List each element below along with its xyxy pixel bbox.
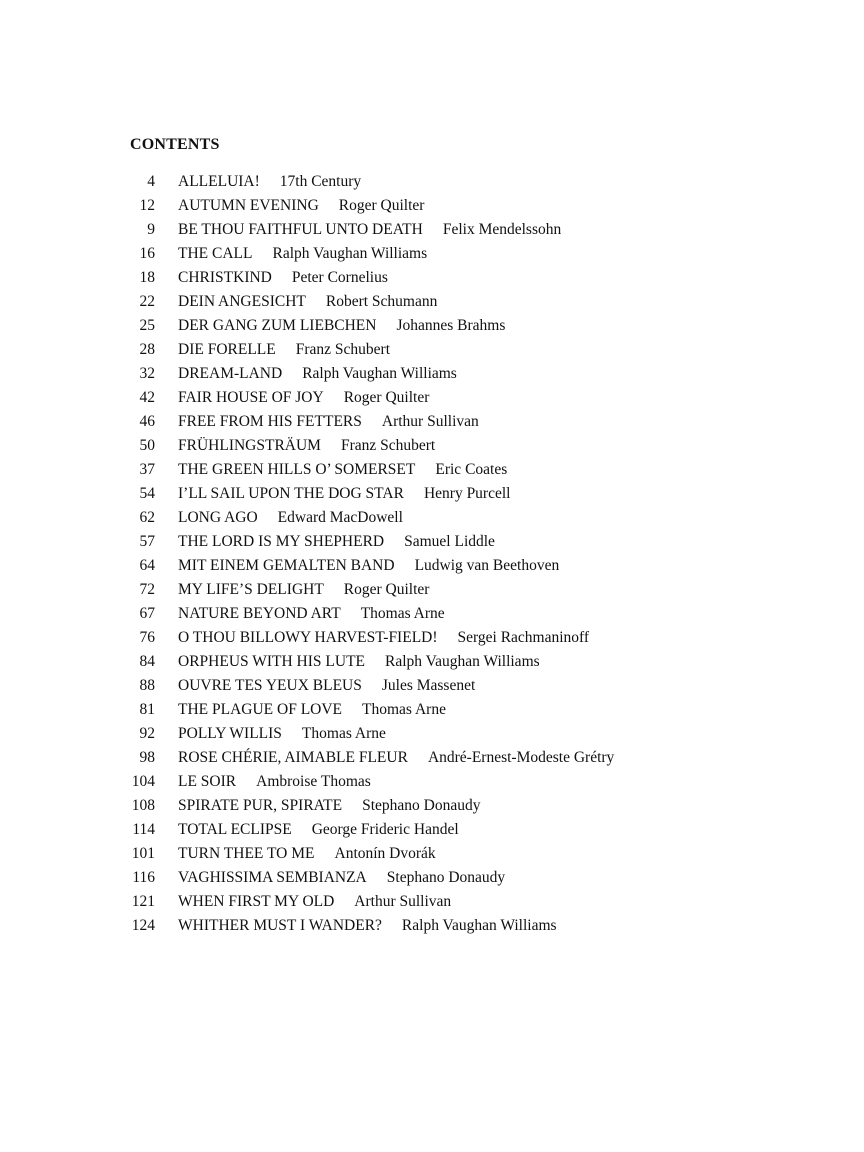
song-title: LE SOIR (178, 773, 237, 790)
song-title: MY LIFE’S DELIGHT (178, 581, 324, 598)
page-number: 22 (139, 293, 155, 310)
table-of-contents (120, 170, 820, 938)
composer-name: Roger Quilter (343, 389, 430, 406)
song-title: VAGHISSIMA SEMBIANZA (178, 869, 367, 886)
toc-entry (120, 410, 820, 434)
composer-name: Roger Quilter (343, 581, 430, 598)
song-title: THE GREEN HILLS O’ SOMERSET (178, 461, 416, 478)
song-title: MIT EINEM GEMALTEN BAND (178, 557, 395, 574)
toc-entry (120, 218, 820, 242)
composer-name: Thomas Arne (362, 701, 446, 718)
toc-entry (120, 578, 820, 602)
composer-name: Roger Quilter (338, 197, 425, 214)
composer-name: Franz Schubert (295, 341, 390, 358)
page-number: 12 (139, 197, 155, 214)
composer-name: Ambroise Thomas (256, 773, 371, 790)
page-number: 50 (139, 437, 155, 454)
page-number: 37 (139, 461, 155, 478)
toc-entry (120, 914, 820, 938)
composer-name: Thomas Arne (360, 605, 445, 622)
toc-entry (120, 338, 820, 362)
song-title: FAIR HOUSE OF JOY (178, 389, 324, 406)
song-title: TOTAL ECLIPSE (178, 821, 292, 838)
toc-entry (120, 194, 820, 218)
composer-name: Franz Schubert (340, 437, 436, 454)
song-title: WHITHER MUST I WANDER? (178, 917, 382, 934)
toc-entry (120, 242, 820, 266)
toc-entry (120, 674, 820, 698)
song-title: NATURE BEYOND ART (178, 605, 341, 622)
page-number: 121 (131, 893, 155, 910)
composer-name: Jules Massenet (381, 677, 476, 694)
song-title: WHEN FIRST MY OLD (178, 893, 335, 910)
page-number: 57 (139, 533, 155, 550)
composer-name: Eric Coates (435, 461, 508, 478)
composer-name: Arthur Sullivan (354, 893, 452, 910)
page-number: 67 (139, 605, 155, 622)
composer-name: Thomas Arne (301, 725, 386, 742)
toc-entry (120, 794, 820, 818)
toc-entry (120, 650, 820, 674)
composer-name: Sergei Rachmaninoff (457, 629, 590, 646)
composer-name: Ralph Vaughan Williams (272, 245, 428, 262)
toc-entry (120, 866, 820, 890)
composer-name: Stephano Donaudy (386, 869, 506, 886)
toc-entry (120, 314, 820, 338)
toc-entry (120, 626, 820, 650)
toc-entry (120, 554, 820, 578)
toc-entry (120, 434, 820, 458)
page-number: 81 (139, 701, 155, 718)
song-title: DEIN ANGESICHT (178, 293, 306, 310)
toc-entry (120, 818, 820, 842)
song-title: DER GANG ZUM LIEBCHEN (178, 317, 377, 334)
composer-name: Felix Mendelssohn (442, 221, 562, 238)
page-number: 32 (139, 365, 155, 382)
song-title: ROSE CHÉRIE, AIMABLE FLEUR (178, 749, 408, 766)
toc-entry (120, 458, 820, 482)
song-title: OUVRE TES YEUX BLEUS (178, 677, 362, 694)
page-number: 101 (131, 845, 155, 862)
page-number: 98 (139, 749, 155, 766)
page-number: 28 (139, 341, 155, 358)
toc-entry (120, 722, 820, 746)
page-number: 4 (147, 173, 155, 190)
song-title: ORPHEUS WITH HIS LUTE (178, 653, 365, 670)
song-title: THE LORD IS MY SHEPHERD (178, 533, 385, 550)
song-title: BE THOU FAITHFUL UNTO DEATH (178, 221, 423, 238)
page-number: 62 (139, 509, 155, 526)
toc-entry (120, 266, 820, 290)
composer-name: Ludwig van Beethoven (414, 557, 560, 574)
song-title: I’LL SAIL UPON THE DOG STAR (178, 485, 404, 502)
song-title: TURN THEE TO ME (178, 845, 315, 862)
song-title: DREAM-LAND (178, 365, 283, 382)
toc-entry (120, 746, 820, 770)
toc-entry (120, 842, 820, 866)
page-number: 76 (139, 629, 155, 646)
page-number: 9 (147, 221, 155, 238)
page-number: 16 (139, 245, 155, 262)
composer-name: Samuel Liddle (404, 533, 495, 550)
composer-name: Antonín Dvorák (334, 845, 436, 862)
page-number: 116 (132, 869, 155, 886)
composer-name: Ralph Vaughan Williams (385, 653, 540, 670)
toc-entry (120, 362, 820, 386)
page-number: 92 (139, 725, 155, 742)
page-number: 42 (139, 389, 155, 406)
composer-name: Ralph Vaughan Williams (401, 917, 557, 934)
song-title: THE PLAGUE OF LOVE (178, 701, 343, 718)
page-number: 88 (139, 677, 155, 694)
toc-entry (120, 890, 820, 914)
song-title: FREE FROM HIS FETTERS (178, 413, 362, 430)
composer-name: Henry Purcell (423, 485, 511, 502)
page-number: 18 (139, 269, 155, 286)
song-title: LONG AGO (178, 509, 258, 526)
song-title: ALLELUIA! (178, 173, 260, 190)
page-number: 84 (139, 653, 155, 670)
toc-entry (120, 170, 820, 194)
page-number: 104 (131, 773, 155, 790)
song-title: AUTUMN EVENING (178, 197, 319, 214)
toc-entry (120, 602, 820, 626)
toc-entry (120, 482, 820, 506)
page-number: 46 (139, 413, 155, 430)
page-number: 114 (132, 821, 155, 838)
song-title: O THOU BILLOWY HARVEST-FIELD! (178, 629, 438, 646)
contents-heading: CONTENTS (130, 136, 220, 153)
song-title: DIE FORELLE (178, 341, 276, 358)
composer-name: Peter Cornelius (291, 269, 388, 286)
toc-entry (120, 386, 820, 410)
composer-name: Robert Schumann (325, 293, 438, 310)
composer-name: André-Ernest-Modeste Grétry (427, 749, 615, 766)
toc-entry (120, 290, 820, 314)
composer-name: Stephano Donaudy (362, 797, 481, 814)
toc-entry (120, 770, 820, 794)
toc-entry (120, 698, 820, 722)
song-title: POLLY WILLIS (178, 725, 282, 742)
toc-entry (120, 530, 820, 554)
page-number: 64 (139, 557, 155, 574)
page-number: 108 (131, 797, 155, 814)
song-title: FRÜHLINGSTRÄUM (178, 437, 321, 454)
composer-name: 17th Century (279, 173, 362, 190)
song-title: SPIRATE PUR, SPIRATE (178, 797, 343, 814)
song-title: CHRISTKIND (178, 269, 272, 286)
page-number: 124 (131, 917, 155, 934)
composer-name: Arthur Sullivan (381, 413, 479, 430)
page-number: 54 (139, 485, 155, 502)
song-title: THE CALL (178, 245, 253, 262)
composer-name: Edward MacDowell (277, 509, 403, 526)
composer-name: Ralph Vaughan Williams (302, 365, 457, 382)
composer-name: George Frideric Handel (311, 821, 459, 838)
composer-name: Johannes Brahms (396, 317, 506, 334)
page-number: 25 (139, 317, 155, 334)
toc-entry (120, 506, 820, 530)
page-number: 72 (139, 581, 155, 598)
